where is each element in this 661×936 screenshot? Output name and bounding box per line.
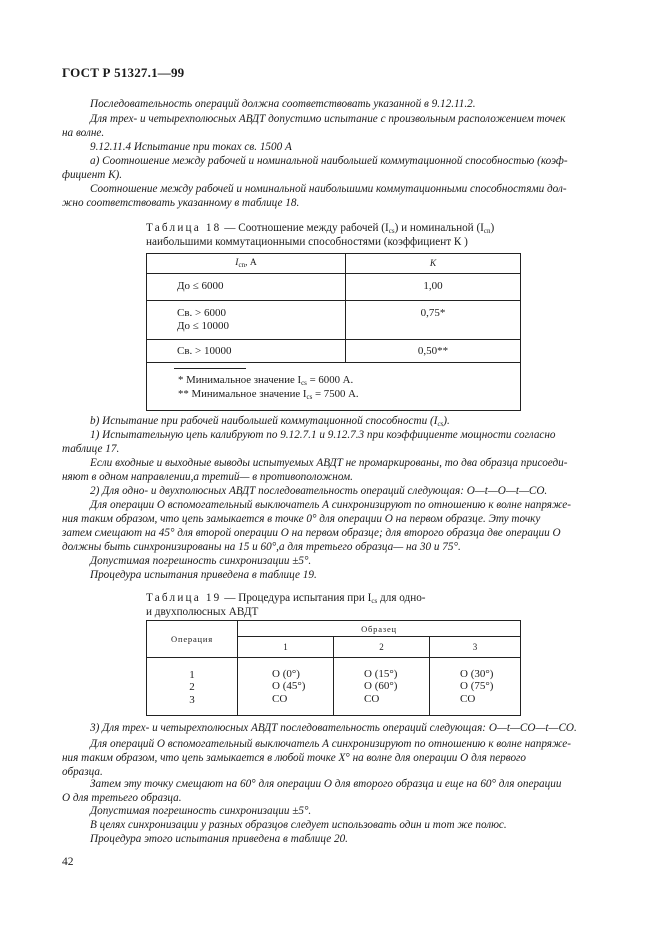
para-ratio-a-l1: а) Соотношение между рабочей и номинальной наибольшей коммутационной способностью (коэф- [90, 155, 568, 167]
para-three-four-pole-l1: Для трех- и четырехполюсных АВДТ допустимо испытание с произвольным расположением точек [90, 113, 566, 125]
table19-sample-col-3: 3 [430, 637, 521, 658]
table18-caption-line1: Таблица 18 — Соотношение между рабочей $(I_{cs})$ и номинальной $(I_{cn})$ [146, 222, 495, 235]
para-b-test: b) Испытание при рабочей наибольшей коммутационной способности $(I_{cs})$. [90, 415, 450, 428]
table-cell: О (0°) О (45°) СО [238, 658, 334, 716]
para-procedure-table20: Процедура этого испытания приведена в таблице 20. [90, 833, 348, 845]
table-cell: 0,50** [346, 340, 521, 363]
para-ratio-l2: жно соответствовать указанному в таблице 18. [62, 197, 300, 209]
table18-footnote-1: * Минимальное значение $I_{cs} = 6000$ А. [178, 374, 354, 387]
table19-sample-col-1: 1 [238, 637, 334, 658]
para-calibration-l2: таблице 17. [62, 443, 120, 455]
para-sync-l2: ния таким образом, что цепь замыкается в точке 0° для операции О на первом образце. Эту точку [62, 513, 541, 525]
standard-header: ГОСТ Р 51327.1—99 [62, 65, 185, 80]
para-three-four-pole-l2: на волне. [62, 127, 105, 139]
para-section-heading: 9.12.11.4 Испытание при токах св. 1500 А [90, 141, 292, 153]
table-cell: 1 2 3 [147, 658, 238, 716]
table18-header-current: $I_{cn}$, А [147, 254, 346, 274]
table18-caption-line2: наибольшими коммутационными способностями (коэффициент К ) [146, 236, 468, 248]
table-row: Св. > 10000 [147, 340, 346, 363]
table-cell: 1,00 [346, 274, 521, 301]
table19-header-operation: Операция [147, 621, 238, 658]
para-tolerance: Допустимая погрешность синхронизации ±5°. [90, 555, 312, 567]
para-sequence: Последовательность операций должна соответствовать указанной в 9.12.11.2. [90, 98, 476, 110]
para-same-pole: В целях синхронизации у разных образцов следует использовать один и тот же полюс. [90, 819, 507, 831]
para-terminals-l2: няют в одном направлении,а третий— в противоположном. [62, 471, 353, 483]
para-ratio-a-l2: фициент К). [62, 169, 123, 181]
table19-caption-line2: и двухполюсных АВДТ [146, 606, 259, 618]
table19-caption-line1: Таблица 19 — Процедура испытания при $I_{cs}$ для одно- [146, 592, 426, 605]
table-cell: 0,75* [346, 301, 521, 340]
table18-caption-label: Таблица 18 [146, 222, 222, 234]
footnote-divider [174, 368, 246, 369]
page-number: 42 [62, 856, 74, 868]
para-sync-l1: Для операции О вспомогательный выключатель А синхронизируют по отношению к волне напряже- [90, 499, 571, 511]
para-shift-l1: Затем эту точку смещают на 60° для операции О для второго образца и еще на 60° для операции [90, 778, 562, 790]
para-sync-x-l2: ния таким образом, что цепь замыкается в любой точке X° на волне для операции О для первого [62, 752, 527, 764]
para-sync-l4: должны быть синхронизированы на 15 и 60°,а для третьего образца— на 30 и 75°. [62, 541, 461, 553]
table-row: Св. > 6000 До ≤ 10000 [147, 301, 346, 340]
table-cell: О (15°) О (60°) СО [334, 658, 430, 716]
para-procedure-ref: Процедура испытания приведена в таблице 19. [90, 569, 317, 581]
table18-footnote-2: ** Минимальное значение $I_{cs} = 7500$ А. [178, 388, 359, 401]
table18-header-k: К [346, 254, 521, 274]
para-tolerance-2: Допустимая погрешность синхронизации ±5°. [90, 805, 312, 817]
table19-sample-col-2: 2 [334, 637, 430, 658]
para-shift-l2: О для третьего образца. [62, 792, 182, 804]
table19-header-sample: Образец [238, 621, 521, 637]
para-terminals-l1: Если входные и выходные выводы испытуемых АВДТ не промаркированы, то два образца присоеди- [90, 457, 568, 469]
para-sequence-one-two-pole: 2) Для одно- и двухполюсных АВДТ последовательность операций следующая: О—t—О—t—СО. [90, 485, 548, 497]
para-ratio-l1: Соотношение между рабочей и номинальной наибольшими коммутационными способностями дол- [90, 183, 567, 195]
para-sync-l3: затем смещают на 45° для второй операции О на первом образце; для второго образца две операции О [62, 527, 561, 539]
table-row: До ≤ 6000 [147, 274, 346, 301]
table-19 [146, 620, 521, 716]
para-calibration-l1: 1) Испытательную цепь калибруют по 9.12.7.1 и 9.12.7.3 при коэффициенте мощности согласно [90, 429, 556, 441]
para-sync-x-l1: Для операций О вспомогательный выключатель А синхронизируют по отношению к волне напряже- [90, 738, 571, 750]
para-sync-x-l3: образца. [62, 766, 103, 778]
table-cell: О (30°) О (75°) СО [430, 658, 521, 716]
para-sequence-three-four-pole: 3) Для трех- и четырехполюсных АВДТ последовательность операций следующая: О—t—СО—t—СО. [90, 722, 577, 734]
